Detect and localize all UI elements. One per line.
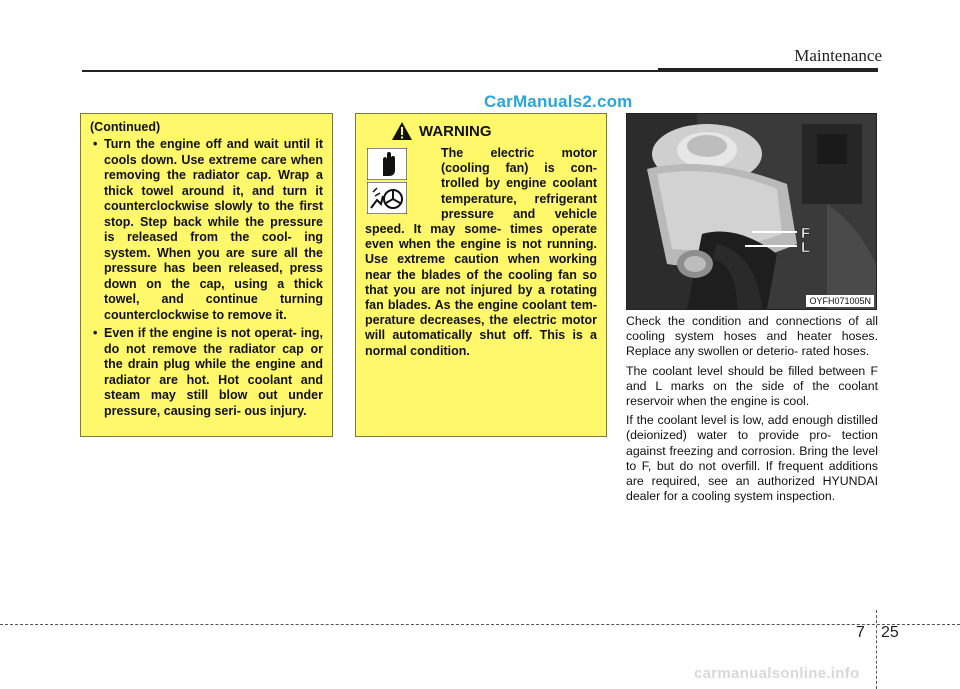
caution-item	[90, 326, 323, 419]
warning-header	[391, 120, 597, 142]
mark-f-label: F	[801, 225, 811, 242]
page-number: 25	[881, 624, 899, 641]
photo-caption: OYFH071005N	[806, 295, 874, 307]
bullet-icon: •	[93, 326, 98, 340]
warning-text: The electric motor (cooling fan) is con- trolled by engine coolant temperature, refrigerant pressure and vehicle speed. It may some- times operate even when the engine is not running. Use extreme caution when working near the blades of the cooling fan so that you are not injured by a rotating fan blades. As the engine coolant tem- perature decreases, the electric motor will automatically shut off. This is a normal condition.	[365, 146, 597, 358]
coolant-reservoir-photo	[626, 113, 877, 310]
continued-caution-box	[80, 113, 333, 437]
header-rule	[82, 70, 658, 72]
body-paragraph: Check the condition and connections of all cooling system hoses and heater hoses. Replace any swollen or deterio- rated hoses.	[626, 314, 878, 359]
hand-icon	[367, 148, 407, 180]
body-text	[626, 314, 878, 508]
mark-l-label: L	[801, 239, 811, 256]
watermark-bottom[interactable]: carmanualsonline.info	[694, 665, 860, 682]
watermark-top[interactable]: CarManuals2.com	[484, 92, 633, 111]
warning-icons	[367, 148, 433, 216]
warning-triangle-icon	[391, 121, 413, 141]
continued-heading: (Continued)	[90, 120, 161, 134]
caution-item-text: Turn the engine off and wait until it cools down. Use extreme care when removing the radiator cap. Wrap a thick towel around it, and turn it counterclockwise slowly to the first stop. Step back while the pressure is released from the cool- ing system. When you are sure all the pressure has been released, press down on the cap, using a thick towel, and continue turning counterclockwise to remove it.	[104, 137, 323, 322]
caution-item-text: Even if the engine is not operat- ing, do not remove the radiator cap or the drain plug while the engine and radiator are hot. Hot coolant and steam may still blow out under pressure, causing seri- ous injury.	[104, 326, 323, 418]
footer-rule	[0, 624, 960, 625]
caution-item	[90, 137, 323, 323]
warning-title: WARNING	[419, 122, 492, 140]
body-paragraph: If the coolant level is low, add enough distilled (deionized) water to provide pro- tection against freezing and corrosion. Bring the level to F, but do not overfill. If frequent additions are required, see an authorized HYUNDAI dealer for a cooling system inspection.	[626, 413, 878, 504]
body-paragraph: The coolant level should be filled between F and L marks on the side of the coolant reservoir when the engine is cool.	[626, 363, 878, 409]
engine-bay-illustration	[627, 114, 876, 309]
caution-list	[90, 137, 323, 419]
fan-hazard-icon	[367, 182, 407, 214]
warning-box	[355, 113, 607, 437]
bullet-icon: •	[93, 137, 98, 151]
section-title: Maintenance	[794, 46, 882, 65]
header-rule-accent	[658, 68, 878, 72]
footer-divider	[876, 610, 877, 689]
chapter-number: 7	[856, 624, 865, 641]
